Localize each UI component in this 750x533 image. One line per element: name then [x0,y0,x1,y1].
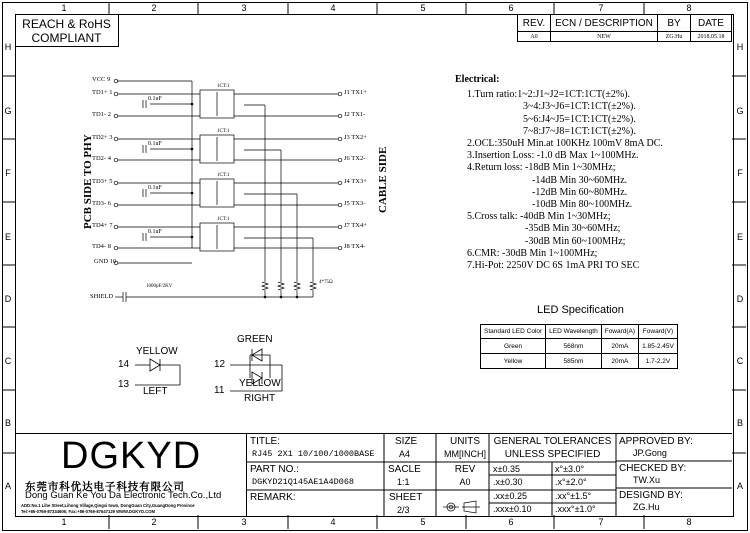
grid-row-F: F [5,168,11,178]
ratio-label-2: 1CT:1 [217,129,230,134]
grid-col-7: 7 [598,517,604,527]
elec-line: 1.Turn ratio:1~2:J1~J2=1CT:1CT(±2%). [467,89,631,101]
grid-col-1: 1 [61,517,67,527]
pin-td2p: TD2+ 3 [92,134,113,141]
checked-value: TW.Xu [633,475,661,485]
led-header: Standard LED Color [481,325,546,339]
grid-row-D: D [736,294,744,304]
ratio-label-3: 1CT:1 [217,173,230,178]
sheet-label: SHEET [389,492,423,503]
elec-line: 3~4:J3~J6=1CT:1CT(±2%). [523,101,636,113]
shield-label: SHIELD [90,293,114,300]
grid-row-H: H [736,42,744,52]
led-cell: 20mA [601,354,638,369]
grid-col-1: 1 [61,3,67,13]
grid-col-3: 3 [241,3,247,13]
title-label: TITLE: [250,436,281,447]
elec-line: 4.Return loss: -18dB Min 1~30MHz; [467,162,616,174]
company-address: ADD:No.1 Lihe Street,Lihong Village,Qingxi town, DongGuan City,GuangDong Province [21,503,195,508]
led-left-pin14: 14 [118,359,130,370]
scale-label: SACLE [388,464,421,475]
elec-line: -14dB Min 30~60MHz. [532,174,628,186]
pin-j6: J6 TX2- [344,155,366,162]
title-value: RJ45 2X1 10/100/1000BASE [252,449,375,459]
pin-td3n: TD3- 6 [92,200,111,207]
grid-row-A: A [4,481,11,491]
size-label: SIZE [395,436,418,447]
grid-row-B: B [4,418,11,428]
grid-row-B: B [736,418,743,428]
pin-j2: J2 TX1- [344,111,366,118]
led-cell: 585nm [546,354,602,369]
ratio-label-1: 1CT:1 [217,84,230,89]
resistor-label: 4*75Ω [319,280,333,285]
grid-col-7: 7 [598,3,604,13]
pin-j1: J1 TX1+ [344,89,367,96]
elec-line: 5.Cross talk: -40dB Min 1~30MHz; [467,211,611,223]
grid-col-5: 5 [420,3,426,13]
cable-side-label: CABLE SIDE [377,146,389,213]
grid-row-E: E [736,232,743,242]
tol-angular-1: .x°±2.0° [555,477,587,487]
led-left-label: LEFT [143,386,168,397]
rev-header-date: DATE [691,15,732,32]
pin-vcc: VCC 9 [92,76,111,83]
led-right-pin12: 12 [214,359,226,370]
units-label: UNITS [450,436,480,447]
grid-row-F: F [737,168,743,178]
company-name-cn: 东 莞 市 科 优 达 电 子 科 技 有 限 公 司 [25,481,183,493]
rev-cell-rev: A0 [518,32,551,42]
grid-col-8: 8 [686,3,692,13]
tol-linear-2: .xx±0.25 [493,491,527,501]
remark-label: REMARK: [250,492,296,503]
rev-header-desc: ECN / DESCRIPTION [551,15,658,32]
grid-row-E: E [4,232,11,242]
company-contact: Tel:+86-0769-87334606; Fax:+86-0769-87647129 WWW.DGKYD.COM [21,509,155,514]
pin-gnd: GND 10 [94,258,117,265]
tol-linear-0: x±0.35 [493,464,520,474]
grid-col-4: 4 [330,3,336,13]
part-value: DGKYD21Q145AE1A4D068 [252,477,355,487]
elec-line: -30dB Min 60~100MHz; [525,235,626,247]
elec-line: 2.OCL:350uH Min.at 100KHz 100mV 8mA DC. [467,138,663,150]
scale-value: 1:1 [397,477,410,487]
rev-value: A0 [459,477,471,487]
pcb-side-label: PCB SIDE TO PHY [82,134,94,229]
pin-j4: J4 TX3+ [344,178,367,185]
company-logo: DGKYD [61,435,202,477]
pin-j3: J3 TX2+ [344,134,367,141]
led-cell: 568nm [546,339,602,354]
rev-label: REV [454,464,476,475]
elec-line: 7~8:J7~J8=1CT:1CT(±2%). [523,125,636,137]
grid-col-2: 2 [151,517,157,527]
size-value: A4 [399,449,411,459]
rev-cell-date: 2018.05.18 [691,32,732,42]
cap-label-4: 0.1uF [148,229,162,235]
elec-line: 5~6:J4~J5=1CT:1CT(±2%). [523,113,636,125]
approved-label: APPROVED BY: [619,436,693,447]
led-cell: 1.7-2.2V [639,354,678,369]
part-label: PART NO.: [250,464,299,475]
pin-td4p: TD4+ 7 [92,222,113,229]
grid-row-D: D [4,294,12,304]
tol-angular-2: .xx°±1.5° [555,491,592,501]
led-header: Foward(A) [601,325,638,339]
pin-td1n: TD1- 2 [92,111,111,118]
grid-col-2: 2 [151,3,157,13]
led-right-pin11: 11 [214,385,225,396]
pin-td4n: TD4- 8 [92,243,111,250]
tol-linear-3: .xxx±0.10 [493,504,532,514]
design-label: DESIGND BY: [619,490,683,501]
tol-angular-0: x°±3.0° [555,464,585,474]
elec-line: -10dB Min 80~100MHz. [532,199,633,211]
grid-col-6: 6 [508,3,514,13]
title-block [15,433,732,516]
led-right-color-top: GREEN [237,334,273,345]
tol-angular-3: .xxx°±1.0° [555,504,596,514]
led-left-color: YELLOW [136,346,178,357]
units-value: MM[INCH] [444,449,486,459]
led-cell: Yellow [481,354,546,369]
rev-cell-by: ZG.Hu [658,32,691,42]
rev-cell-desc: NEW [551,32,658,42]
pin-j8: J8 TX4- [344,243,366,250]
tol-title-2: UNLESS SPECIFIED [504,449,601,460]
led-right-label: RIGHT [244,393,276,404]
cap-label-3: 0.1uF [148,185,162,191]
checked-label: CHECKED BY: [619,463,687,474]
grid-row-G: G [4,106,12,116]
pin-j5: J5 TX3- [344,200,366,207]
elec-line: 7.Hi-Pot: 2250V DC 6S 1mA PRI TO SEC [467,260,640,272]
rev-header-by: BY [658,15,691,32]
tol-title-1: GENERAL TOLERANCES [493,436,612,447]
led-cell: 1.85-2.45V [639,339,678,354]
led-left-pin13: 13 [118,379,130,390]
led-header: LED Wavelength [546,325,602,339]
grid-row-G: G [736,106,744,116]
company-name-en: Dong Guan Ke You Da Electronic Tech.Co.,Ltd [25,490,222,501]
grid-row-A: A [736,481,743,491]
shield-cap-label: 1000pF/2KV [146,284,173,289]
led-header: Foward(V) [639,325,678,339]
grid-row-C: C [4,356,12,366]
approved-value: JP.Gong [633,448,667,458]
design-value: ZG.Hu [633,502,660,512]
pin-td1p: TD1+ 1 [92,89,113,96]
pin-td2n: TD2- 4 [92,155,111,162]
elec-line: -12dB Min 60~80MHz. [532,186,628,198]
pin-td3p: TD3+ 5 [92,178,113,185]
sheet-value: 2/3 [397,505,410,515]
led-spec-title: LED Specification [537,304,624,316]
led-cell: Green [481,339,546,354]
grid-row-H: H [4,42,12,52]
elec-line: 3.Insertion Loss: -1.0 dB Max 1~100MHz. [467,150,639,162]
grid-col-6: 6 [508,517,514,527]
led-cell: 20mA [601,339,638,354]
elec-line: 6.CMR: -30dB Min 1~100MHz; [467,247,598,259]
elec-line: -35dB Min 30~60MHz; [525,223,621,235]
ratio-label-4: 1CT:1 [217,217,230,222]
electrical-title: Electrical: [455,74,500,85]
grid-col-5: 5 [420,517,426,527]
grid-col-3: 3 [241,517,247,527]
company-area [15,434,247,516]
pin-j7: J7 TX4+ [344,222,367,229]
compliance-line-2: COMPLIANT [31,31,102,45]
cap-label-1: 0.1uF [148,96,162,102]
rev-header-rev: REV. [518,15,551,32]
cap-label-2: 0.1uF [148,141,162,147]
grid-col-4: 4 [330,517,336,527]
grid-col-8: 8 [686,517,692,527]
led-right-color-bottom: YELLOW [239,378,281,389]
grid-row-C: C [736,356,744,366]
tol-linear-1: .x±0.30 [493,477,523,487]
compliance-line-1: REACH & RoHS [22,17,111,31]
